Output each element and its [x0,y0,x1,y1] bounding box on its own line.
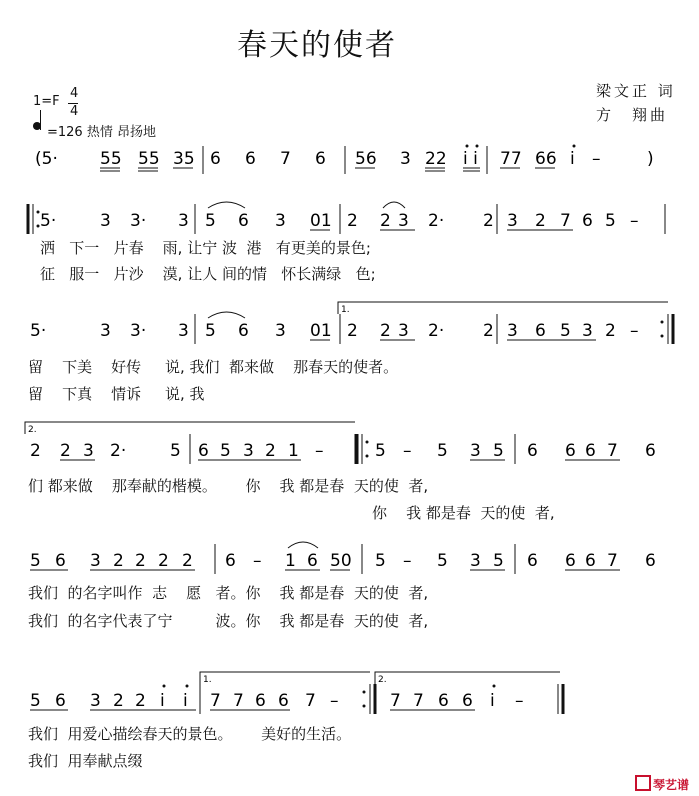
note: i [570,149,575,169]
note: i [160,691,165,711]
octave-dot [466,145,469,148]
volta-label: 2. [378,675,387,685]
note: 7 [413,691,424,711]
note: – [253,551,262,571]
note: 2 [380,321,391,341]
lyric-line-1b: 征 服一 片沙 漠, 让人 间的情 怀长满绿 色; [40,265,376,283]
note: i [183,691,188,711]
note: 6 [645,551,656,571]
note: 2 [30,441,41,461]
note: 3 [178,321,189,341]
note: 22 [425,149,447,169]
octave-dot [661,335,664,338]
note: 2 [135,551,146,571]
octave-dot [363,705,366,708]
volta-bracket [200,672,370,684]
note: 5· [30,321,47,341]
note: 2· [110,441,127,461]
lyric-line-4b: 我们 的名字代表了宁 波。你 我 都是春 天的使 者, [28,612,429,630]
note: 5 [30,691,41,711]
note: 7 [305,691,316,711]
time-signature-bottom: 4 [70,104,79,119]
note: 6 [582,211,593,231]
note: 6 [245,149,256,169]
song-title: 春天的使者 [237,28,397,63]
note: 2· [428,211,445,231]
note: – [403,551,412,571]
note: 2 [380,211,391,231]
note: 2 [535,211,546,231]
note: 2 [483,211,494,231]
note: – [330,691,339,711]
note: – [403,441,412,461]
note: 6 [238,211,249,231]
note: – [630,321,639,341]
note: 3 [178,211,189,231]
note: 6 [527,441,538,461]
lyric-line-5b: 我们 用奉献点缀 [28,752,143,770]
note: 2 [158,551,169,571]
note: 6 [565,441,576,461]
note: 55 [138,149,160,169]
note: 7 [390,691,401,711]
octave-dot [493,685,496,688]
note: 5 [560,321,571,341]
note: 6 [527,551,538,571]
note: – [630,211,639,231]
lyric-line-5a: 我们 用爱心描绘春天的景色。 美好的生活。 [28,725,352,743]
note: 01 [310,211,332,231]
note: 3 [507,321,518,341]
octave-dot [163,685,166,688]
octave-dot [476,145,479,148]
volta-bracket [375,672,560,684]
note: 2 [347,211,358,231]
note: 66 [535,149,557,169]
octave-dot [661,321,664,324]
note: 6 [55,551,66,571]
note: 2 [605,321,616,341]
note: 3 [100,211,111,231]
note: 01 [310,321,332,341]
note: 50 [330,551,352,571]
note: 3 [90,551,101,571]
note: 3 [582,321,593,341]
note: 6 [225,551,236,571]
chorus-staff-2 [0,668,699,728]
octave-dot [363,691,366,694]
note: 6 [238,321,249,341]
octave-dot [366,455,369,458]
chorus-staff-1 [0,538,699,588]
note: 6 [462,691,473,711]
note: 3 [90,691,101,711]
note: 7 [280,149,291,169]
volta-label: 1. [341,305,350,315]
note: 3 [398,211,409,231]
note: 5 [30,551,41,571]
note: 7 [210,691,221,711]
tempo-marking: =126 热情 昂扬地 [47,125,156,140]
note: 6 [55,691,66,711]
volta-label: 1. [203,675,212,685]
octave-dot [573,145,576,148]
note: 6 [645,441,656,461]
note: 6 [585,441,596,461]
slur-arc [288,542,318,548]
note: 6 [198,441,209,461]
note: 6 [438,691,449,711]
watermark-logo [635,775,689,793]
note: 1 [288,441,299,461]
note: 7 [233,691,244,711]
note: 3 [507,211,518,231]
lyric-line-2a: 留 下美 好传 说, 我们 都来做 那春天的使者。 [28,358,399,376]
note: 77 [500,149,522,169]
note: 3· [130,211,147,231]
lyric-line-3b: 你 我 都是春 天的使 者, [372,504,555,522]
note: 3 [400,149,411,169]
note: 3 [470,441,481,461]
note: i i [463,149,478,169]
note: – [515,691,524,711]
octave-dot [37,211,40,214]
slur-arc [208,312,245,318]
verse-staff-2 [0,298,699,358]
note: 5 [437,551,448,571]
note: 3 [275,321,286,341]
note: 5 [605,211,616,231]
note: 5 [493,551,504,571]
time-signature-top: 4 [70,86,79,101]
note: 6 [535,321,546,341]
note: 2 [60,441,71,461]
note: 56 [355,149,377,169]
slur-arc [208,202,245,208]
slur-arc [383,202,405,208]
note: 7 [560,211,571,231]
volta-bracket [338,302,668,314]
watermark-text: 琴艺谱 [653,778,690,792]
note: 3 [243,441,254,461]
note: (5· [35,149,58,169]
note: – [315,441,324,461]
lyricist-credit: 梁文正 词 [596,82,676,100]
note: 1 [285,551,296,571]
note: 6 [255,691,266,711]
composer-credit: 方 翔曲 [596,106,669,124]
key-signature: 1=F [33,94,60,109]
quarter-note-stem [40,110,41,130]
octave-dot [366,441,369,444]
note: 55 [100,149,122,169]
note: 6 [278,691,289,711]
note: i [490,691,495,711]
note: 5· [40,211,57,231]
note: 6 [210,149,221,169]
note: 3 [275,211,286,231]
note: 2 [135,691,146,711]
octave-dot [37,225,40,228]
note: 5 [170,441,181,461]
volta-label: 2. [28,425,37,435]
note: 3 [83,441,94,461]
note: 2 [182,551,193,571]
lyric-line-3a: 们 都来做 那奉献的楷模。 你 我 都是春 天的使 者, [28,477,429,495]
note: 35 [173,149,195,169]
note: 5 [205,321,216,341]
note: 2 [113,691,124,711]
note: 6 [307,551,318,571]
note: 5 [375,551,386,571]
note: 6 [565,551,576,571]
intro-staff [0,142,699,192]
note: – [592,149,601,169]
note: 5 [205,211,216,231]
note: 2· [428,321,445,341]
note: 6 [315,149,326,169]
note: 5 [375,441,386,461]
note: 3 [100,321,111,341]
volta-bracket [25,422,355,434]
lyric-line-1a: 洒 下一 片春 雨, 让宁 波 港 有更美的景色; [40,239,371,257]
note: 3 [398,321,409,341]
lyric-line-2b: 留 下真 情诉 说, 我 [28,385,205,403]
note: 2 [113,551,124,571]
note: 2 [265,441,276,461]
note: 7 [607,441,618,461]
note: 5 [437,441,448,461]
note: 3 [470,551,481,571]
note: 5 [220,441,231,461]
lyric-line-4a: 我们 的名字叫作 志 愿 者。你 我 都是春 天的使 者, [28,584,429,602]
note: 6 [585,551,596,571]
note: 3· [130,321,147,341]
note: 5 [493,441,504,461]
note: 2 [483,321,494,341]
verse-staff-3 [0,418,699,478]
note: ) [647,149,654,169]
note: 7 [607,551,618,571]
octave-dot [186,685,189,688]
watermark-icon [635,775,651,791]
note: 2 [347,321,358,341]
